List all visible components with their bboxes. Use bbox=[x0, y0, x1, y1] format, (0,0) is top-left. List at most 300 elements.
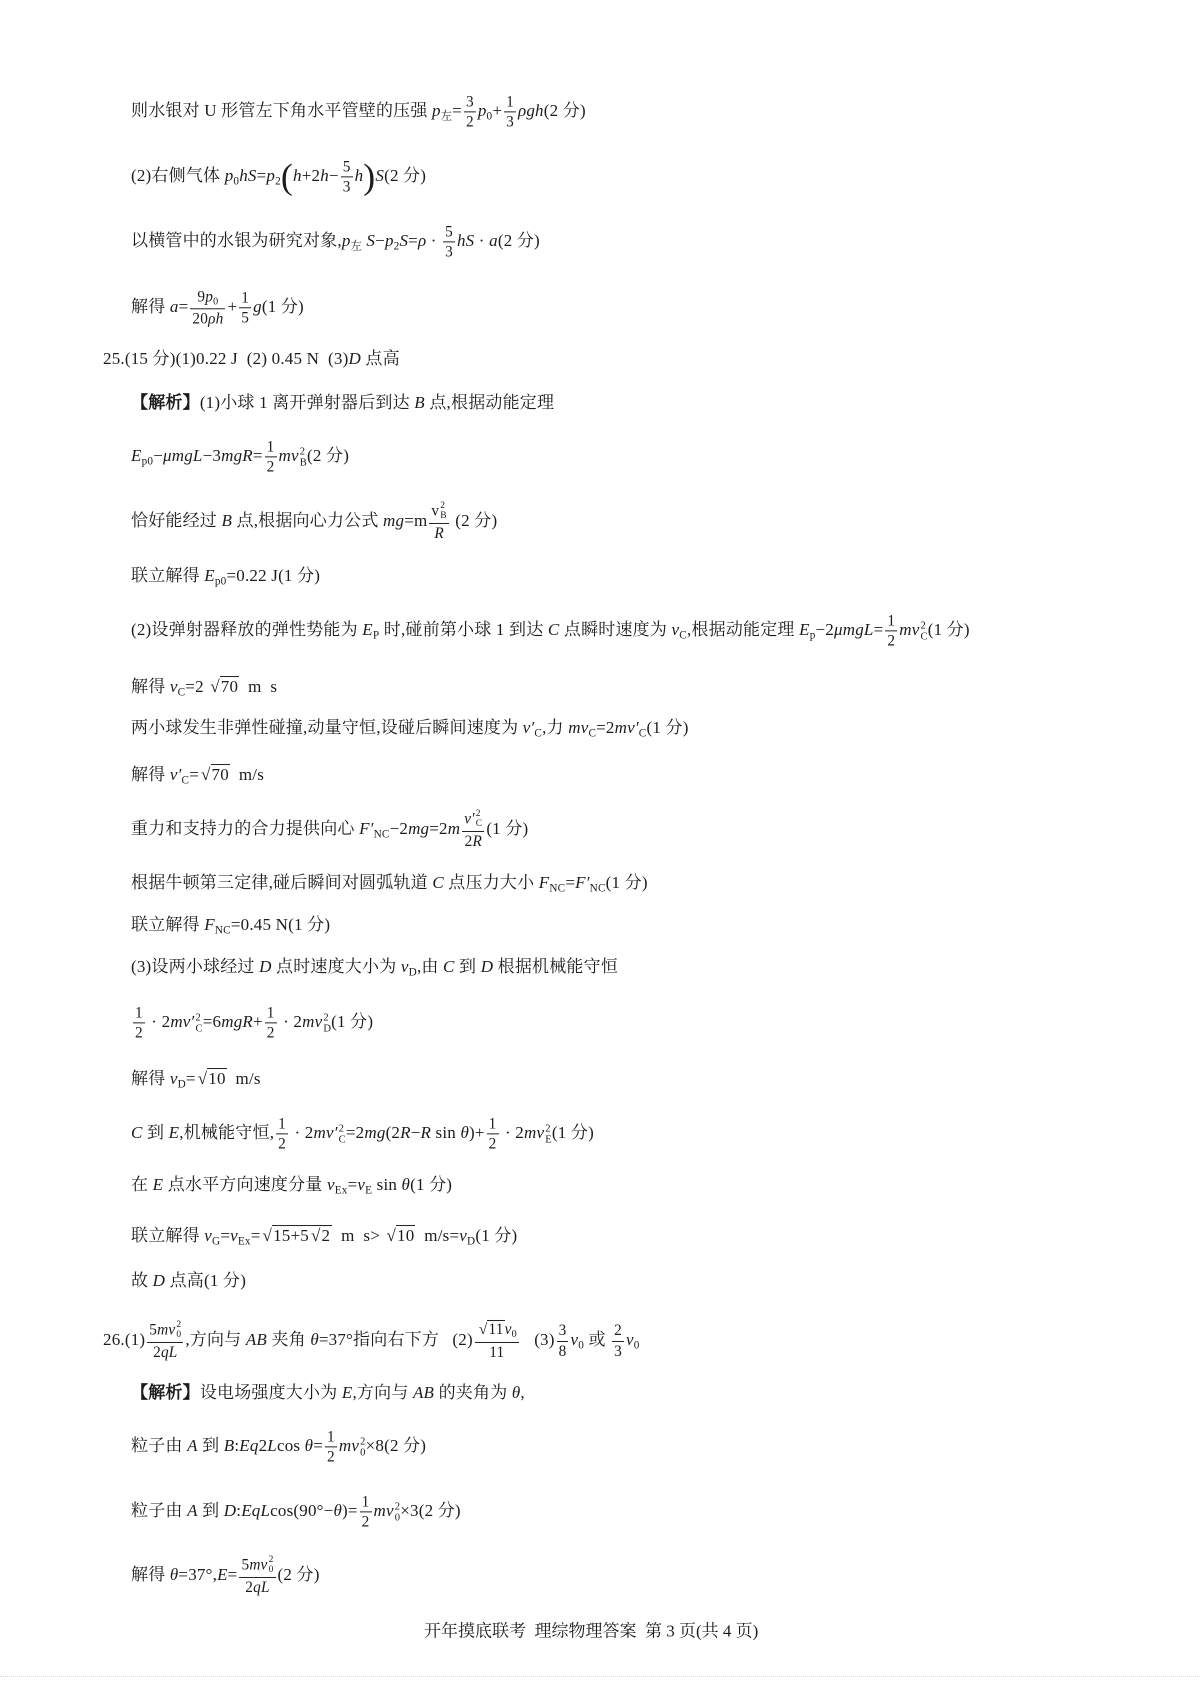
fraction-numerator bbox=[464, 93, 476, 112]
text-run: · bbox=[426, 230, 442, 250]
radicand bbox=[487, 1320, 504, 1338]
text-run: v bbox=[431, 502, 440, 520]
text-run: (1 分) bbox=[331, 1011, 374, 1031]
math-variable: p bbox=[432, 100, 441, 120]
answer-line bbox=[131, 1270, 246, 1292]
math-variable: v bbox=[459, 1226, 468, 1246]
fraction-denominator bbox=[360, 1513, 372, 1531]
math-variable: F′ bbox=[575, 873, 590, 893]
superscript-subscript-pair bbox=[269, 1556, 274, 1576]
fraction-numerator bbox=[487, 1115, 499, 1134]
math-variable: hS bbox=[239, 165, 257, 185]
math-variable: L bbox=[267, 1435, 277, 1455]
math-variable: v bbox=[570, 1329, 579, 1349]
text-run: sin bbox=[372, 1175, 402, 1195]
text-run: cos bbox=[276, 1435, 305, 1455]
fraction bbox=[265, 1004, 277, 1041]
text-run: ×8(2 分) bbox=[365, 1435, 427, 1455]
math-variable: E bbox=[168, 1122, 180, 1142]
text-run: 9 bbox=[197, 288, 206, 306]
radicand bbox=[320, 1225, 331, 1245]
text-run: (1 分) bbox=[927, 619, 970, 639]
analysis-label: 【解析】 bbox=[131, 392, 200, 412]
subscript: P bbox=[372, 629, 380, 642]
text-run: 1 bbox=[327, 1428, 335, 1446]
superscript: 2 bbox=[394, 1500, 401, 1512]
math-variable: ρ bbox=[417, 230, 427, 250]
subscript: 0 bbox=[233, 175, 240, 188]
text-run: =2 bbox=[596, 718, 615, 738]
math-variable: B bbox=[414, 392, 425, 412]
fraction-denominator bbox=[504, 113, 516, 131]
text-run: ,力 bbox=[542, 718, 569, 738]
text-run: 8 bbox=[558, 1342, 567, 1360]
text-run: ,机械能守恒, bbox=[179, 1122, 275, 1142]
answer-line bbox=[131, 717, 689, 741]
subscript: 0 bbox=[633, 1339, 640, 1352]
math-variable: R bbox=[434, 524, 444, 542]
fraction bbox=[360, 1493, 372, 1530]
math-variable: θ bbox=[310, 1329, 319, 1349]
text-run: sin bbox=[431, 1122, 461, 1142]
text-run: 11 bbox=[489, 1343, 505, 1361]
fraction bbox=[133, 1004, 145, 1041]
math-variable: E bbox=[204, 566, 215, 586]
fraction-denominator bbox=[464, 113, 476, 131]
fraction-numerator bbox=[239, 289, 251, 308]
subscript: E bbox=[365, 1184, 373, 1197]
answer-line bbox=[131, 1225, 517, 1249]
text-run: −3 bbox=[202, 445, 222, 465]
text-run: 1 bbox=[266, 438, 275, 456]
text-run: 15+5 bbox=[273, 1226, 309, 1246]
math-variable: θ bbox=[333, 1500, 343, 1520]
math-variable: AB bbox=[412, 1382, 435, 1402]
answer-line bbox=[103, 1321, 640, 1361]
fraction-denominator bbox=[276, 1135, 288, 1153]
math-variable: ρh bbox=[208, 310, 224, 328]
math-variable: h bbox=[354, 165, 364, 185]
math-variable: mv bbox=[157, 1321, 176, 1339]
text-run: )+ bbox=[469, 1122, 485, 1142]
text-run: 1 bbox=[361, 1493, 370, 1511]
analysis-label: 【解析】 bbox=[131, 1382, 200, 1402]
math-variable: mg bbox=[408, 818, 430, 838]
text-run: = bbox=[565, 873, 576, 893]
math-variable: θ bbox=[460, 1122, 470, 1142]
text-run: 1 bbox=[506, 93, 514, 111]
answer-line bbox=[131, 764, 264, 788]
text-run: = bbox=[189, 765, 200, 785]
text-run: 则水银对 U 形管左下角水平管壁的压强 bbox=[131, 100, 433, 120]
superscript-subscript-pair bbox=[195, 1012, 202, 1034]
answer-line bbox=[131, 1493, 461, 1530]
page-footer: 开年摸底联考 理综物理答案 第 3 页(共 4 页) bbox=[424, 1621, 759, 1641]
fraction-denominator bbox=[612, 1342, 624, 1360]
text-run: (1 分) bbox=[261, 296, 304, 316]
subscript: D bbox=[467, 1235, 476, 1248]
answer-line bbox=[131, 502, 497, 542]
math-variable: mv′ bbox=[313, 1122, 338, 1142]
text-run: = bbox=[347, 1175, 358, 1195]
text-run: =2 bbox=[345, 1122, 365, 1142]
answer-line bbox=[131, 810, 528, 850]
subscript: G bbox=[212, 1235, 221, 1248]
subscript: 左 bbox=[350, 240, 362, 253]
text-run: 点,根据动能定理 bbox=[424, 392, 555, 412]
text-run: 粒子由 bbox=[131, 1435, 188, 1455]
subscript: 0 bbox=[176, 1329, 182, 1340]
text-run: (2 分) bbox=[306, 445, 350, 465]
subscript: 0 bbox=[360, 1447, 366, 1458]
superscript: 2 bbox=[360, 1435, 366, 1447]
superscript: 2 bbox=[323, 1011, 329, 1023]
fraction bbox=[239, 1556, 275, 1596]
fraction-denominator bbox=[265, 458, 277, 476]
fraction-denominator bbox=[239, 1578, 275, 1596]
text-run: , bbox=[520, 1382, 525, 1402]
math-variable: μmgL bbox=[163, 445, 203, 465]
subscript: 2 bbox=[275, 175, 281, 188]
text-run: 3 bbox=[445, 243, 453, 261]
fraction bbox=[504, 93, 516, 130]
answer-line bbox=[131, 93, 586, 130]
text-run: + bbox=[252, 1011, 263, 1031]
text-run: 两小球发生非弹性碰撞,动量守恒,设碰后瞬间速度为 bbox=[131, 718, 523, 738]
math-variable: a bbox=[169, 296, 179, 316]
text-run: 2 bbox=[245, 1578, 254, 1596]
text-run: = bbox=[185, 1069, 196, 1089]
math-variable: R bbox=[420, 1122, 432, 1142]
math-variable: mv bbox=[373, 1500, 394, 1520]
fraction bbox=[276, 1115, 288, 1152]
subscript: C bbox=[534, 727, 543, 740]
subscript: C bbox=[679, 629, 687, 642]
math-variable: m bbox=[447, 818, 461, 838]
text-run: 2 bbox=[614, 1322, 623, 1340]
math-variable: mv bbox=[249, 1556, 268, 1574]
text-run: (1 分) bbox=[605, 873, 648, 893]
math-variable: mv bbox=[899, 619, 920, 639]
answer-line bbox=[131, 1115, 594, 1152]
fraction bbox=[429, 502, 448, 542]
fraction-numerator bbox=[360, 1493, 372, 1512]
radicand bbox=[220, 676, 239, 696]
math-variable: v′ bbox=[522, 718, 535, 738]
math-variable: h bbox=[293, 165, 302, 185]
text-run: 解得 bbox=[131, 677, 170, 697]
radical-sign: √ bbox=[262, 1226, 273, 1246]
math-variable: mgR bbox=[221, 1011, 253, 1031]
subscript: NC bbox=[373, 828, 390, 841]
text-run: 2 bbox=[153, 1343, 161, 1361]
text-run: (2 bbox=[385, 1122, 401, 1142]
text-run: 点压力大小 bbox=[443, 873, 539, 893]
answer-line bbox=[131, 392, 554, 414]
text-run: 以横管中的水银为研究对象, bbox=[131, 230, 342, 250]
subscript: 0 bbox=[394, 1512, 401, 1523]
text-run: 联立解得 bbox=[131, 1226, 205, 1246]
text-run: 点高(1 分) bbox=[165, 1270, 247, 1290]
subscript: 0 bbox=[578, 1339, 585, 1352]
answer-line bbox=[131, 1382, 525, 1404]
text-run: = bbox=[313, 1435, 324, 1455]
text-run: 3 bbox=[558, 1322, 567, 1340]
fraction-denominator bbox=[429, 524, 448, 542]
text-run: · 2 bbox=[278, 1011, 303, 1031]
fraction bbox=[885, 612, 897, 649]
superscript-subscript-pair bbox=[339, 1123, 346, 1145]
text-run: 5 bbox=[241, 1556, 250, 1574]
math-variable: EqL bbox=[241, 1500, 271, 1520]
subscript: 左 bbox=[440, 110, 453, 123]
superscript: 2 bbox=[195, 1011, 201, 1023]
text-run: 的夹角为 bbox=[434, 1382, 512, 1402]
subscript: 0 bbox=[268, 1564, 274, 1575]
math-variable: mg bbox=[364, 1122, 386, 1142]
text-run: m/s bbox=[226, 1069, 261, 1089]
math-variable: v bbox=[671, 619, 680, 639]
fraction-numerator bbox=[239, 1556, 275, 1578]
text-run: (2 分) bbox=[497, 230, 540, 250]
answer-line bbox=[131, 288, 304, 327]
math-variable: mv′ bbox=[614, 718, 639, 738]
fraction-numerator bbox=[443, 223, 455, 242]
fraction bbox=[475, 1321, 519, 1360]
fraction bbox=[464, 93, 476, 130]
math-variable: v bbox=[357, 1175, 366, 1195]
superscript-subscript-pair bbox=[440, 502, 447, 522]
radicand bbox=[396, 1225, 415, 1245]
math-variable: C bbox=[131, 1122, 143, 1142]
math-variable: mv′ bbox=[170, 1011, 195, 1031]
math-variable: C bbox=[443, 957, 455, 977]
text-run: 在 bbox=[131, 1175, 153, 1195]
answer-line bbox=[131, 612, 970, 649]
radical-sign: √ bbox=[197, 1069, 208, 1089]
text-run: 点水平方向速度分量 bbox=[163, 1175, 327, 1195]
text-run: 2 bbox=[266, 458, 275, 476]
text-run: 根据机械能守恒 bbox=[493, 957, 619, 977]
math-variable: D bbox=[223, 1500, 237, 1520]
math-variable: S bbox=[375, 165, 385, 185]
text-run: 2 bbox=[361, 1513, 370, 1531]
text-run: (2 分) bbox=[384, 165, 427, 185]
fraction-denominator bbox=[462, 832, 484, 850]
radicand bbox=[207, 1068, 226, 1088]
text-run: 20 bbox=[192, 310, 209, 328]
subscript: D bbox=[408, 966, 417, 979]
superscript: 2 bbox=[475, 808, 481, 819]
superscript-subscript-pair bbox=[920, 620, 927, 642]
text-run: cos(90°− bbox=[270, 1500, 334, 1520]
fraction-numerator bbox=[504, 93, 516, 112]
answer-line bbox=[131, 956, 618, 980]
fraction-denominator bbox=[147, 1343, 183, 1361]
subscript: C bbox=[177, 686, 186, 699]
text-run: : bbox=[234, 1435, 240, 1455]
fraction-numerator bbox=[133, 1004, 145, 1023]
text-run: =2 bbox=[185, 677, 209, 697]
text-run: 5 bbox=[445, 223, 453, 241]
fraction-denominator bbox=[475, 1343, 519, 1361]
math-variable: p bbox=[205, 288, 214, 306]
fraction-denominator bbox=[190, 310, 225, 328]
text-run: ,根据动能定理 bbox=[686, 619, 800, 639]
math-variable: p bbox=[477, 100, 487, 120]
text-run: 11 bbox=[488, 1321, 504, 1339]
text-run: = bbox=[252, 445, 263, 465]
superscript: 2 bbox=[545, 1122, 551, 1134]
text-run: 到 bbox=[197, 1500, 224, 1520]
fraction-numerator bbox=[612, 1322, 624, 1341]
text-run: 重力和支持力的合力提供向心 bbox=[131, 818, 360, 838]
text-run: 2 bbox=[464, 832, 473, 850]
radicand bbox=[211, 764, 230, 784]
radical-sign: √ bbox=[310, 1226, 321, 1246]
fraction bbox=[443, 223, 455, 260]
math-variable: v bbox=[626, 1329, 634, 1349]
math-variable: mv bbox=[568, 718, 589, 738]
radical-sign: √ bbox=[210, 677, 220, 697]
fraction-denominator bbox=[325, 1448, 337, 1466]
text-run: − bbox=[375, 230, 385, 250]
text-run: 1 bbox=[135, 1004, 143, 1022]
text-run: (3)设两小球经过 bbox=[131, 957, 260, 977]
math-variable: E bbox=[217, 1564, 228, 1584]
text-run: 70 bbox=[211, 765, 229, 785]
subscript: D bbox=[323, 1023, 332, 1034]
math-variable: A bbox=[187, 1435, 198, 1455]
text-run: +2 bbox=[301, 165, 321, 185]
text-run: + bbox=[227, 296, 238, 316]
fraction-numerator bbox=[190, 288, 225, 309]
superscript-subscript-pair bbox=[545, 1123, 552, 1145]
math-variable: AB bbox=[245, 1329, 267, 1349]
text-run: (1 分) bbox=[475, 1226, 518, 1246]
subscript: 0 bbox=[213, 296, 219, 308]
subscript: C bbox=[920, 631, 928, 642]
text-run: m s bbox=[239, 677, 278, 697]
text-run: =6 bbox=[202, 1011, 222, 1031]
answer-line bbox=[131, 223, 540, 260]
math-variable: mv bbox=[302, 1011, 323, 1031]
text-run: 2 bbox=[321, 1226, 331, 1246]
text-run: 粒子由 bbox=[131, 1500, 188, 1520]
fraction bbox=[487, 1115, 499, 1152]
math-variable: qL bbox=[160, 1343, 178, 1361]
fraction-numerator bbox=[147, 1321, 183, 1343]
large-parenthesis: ) bbox=[363, 156, 376, 197]
text-run: 解得 bbox=[131, 1069, 170, 1089]
math-variable: E bbox=[362, 619, 373, 639]
math-variable: v bbox=[204, 1226, 212, 1246]
text-run: =37°指向右下方 (2) bbox=[318, 1329, 473, 1349]
math-variable: mv bbox=[338, 1435, 360, 1455]
text-run: · 2 bbox=[146, 1011, 171, 1031]
text-run: ,方向与 bbox=[185, 1329, 246, 1349]
radical-sign: √ bbox=[201, 765, 211, 785]
text-run: = bbox=[227, 1564, 238, 1584]
math-variable: F bbox=[538, 873, 550, 893]
math-variable: R bbox=[400, 1122, 411, 1142]
subscript: C bbox=[181, 774, 190, 787]
fraction bbox=[239, 289, 251, 326]
text-run: 2 bbox=[278, 1135, 287, 1153]
text-run: 3 bbox=[506, 113, 514, 131]
fraction-numerator bbox=[429, 502, 448, 524]
text-run: 解得 bbox=[131, 765, 170, 785]
text-run: · 2 bbox=[500, 1122, 524, 1142]
text-run: (2 分) bbox=[543, 100, 586, 120]
subscript: C bbox=[588, 727, 597, 740]
subscript: C bbox=[195, 1023, 203, 1034]
subscript: E bbox=[545, 1134, 552, 1145]
text-run: 2 bbox=[327, 1448, 335, 1466]
text-run: − bbox=[328, 165, 339, 185]
math-variable: hS bbox=[456, 230, 475, 250]
text-run: 2 bbox=[887, 632, 896, 650]
text-run: (1)小球 1 离开弹射器后到达 bbox=[199, 392, 415, 412]
text-run: 点,根据向心力公式 bbox=[232, 510, 383, 530]
text-run: − bbox=[153, 445, 164, 465]
subscript: 0 bbox=[511, 1329, 517, 1341]
fraction bbox=[341, 158, 353, 195]
subscript: C bbox=[475, 818, 483, 829]
fraction bbox=[612, 1322, 624, 1359]
text-run: 解得 bbox=[131, 296, 170, 316]
fraction-denominator bbox=[443, 243, 455, 261]
text-run: (2 分) bbox=[450, 510, 498, 530]
text-run: −2 bbox=[389, 818, 409, 838]
text-run: 1 bbox=[488, 1115, 497, 1133]
large-parenthesis: ( bbox=[280, 156, 294, 197]
text-run: (2 分) bbox=[277, 1564, 320, 1584]
text-run: 到 bbox=[197, 1435, 224, 1455]
text-run: m/s bbox=[229, 765, 265, 785]
math-variable: θ bbox=[304, 1435, 314, 1455]
text-run: = bbox=[408, 230, 418, 250]
math-variable: mv bbox=[524, 1122, 545, 1142]
text-run: 10 bbox=[397, 1226, 415, 1246]
text-run: ,方向与 bbox=[352, 1382, 413, 1402]
answer-line bbox=[131, 565, 320, 589]
text-run: (3) bbox=[520, 1329, 555, 1349]
text-run: 故 bbox=[131, 1270, 153, 1290]
text-run: · bbox=[474, 230, 490, 250]
answer-line bbox=[131, 1174, 452, 1198]
math-variable: v′ bbox=[169, 765, 182, 785]
text-run: 26.(1) bbox=[103, 1329, 146, 1349]
radical-sign: √ bbox=[478, 1321, 488, 1339]
text-run: 恰好能经过 bbox=[131, 510, 222, 530]
text-run: =0.22 J(1 分) bbox=[226, 566, 321, 586]
text-run: 时,碰前第小球 1 到达 bbox=[379, 619, 548, 639]
text-run: −2 bbox=[815, 619, 834, 639]
math-variable: E bbox=[131, 445, 142, 465]
superscript: 2 bbox=[338, 1122, 345, 1134]
math-variable: D bbox=[152, 1270, 166, 1290]
text-run: =m bbox=[404, 510, 428, 530]
text-run: = bbox=[178, 296, 189, 316]
superscript-subscript-pair bbox=[300, 446, 307, 468]
answer-line bbox=[131, 1068, 261, 1092]
fraction-numerator bbox=[265, 438, 277, 457]
text-run: ,由 bbox=[416, 957, 444, 977]
math-variable: p bbox=[224, 165, 234, 185]
subscript: p0 bbox=[141, 455, 154, 468]
fraction bbox=[557, 1322, 569, 1359]
